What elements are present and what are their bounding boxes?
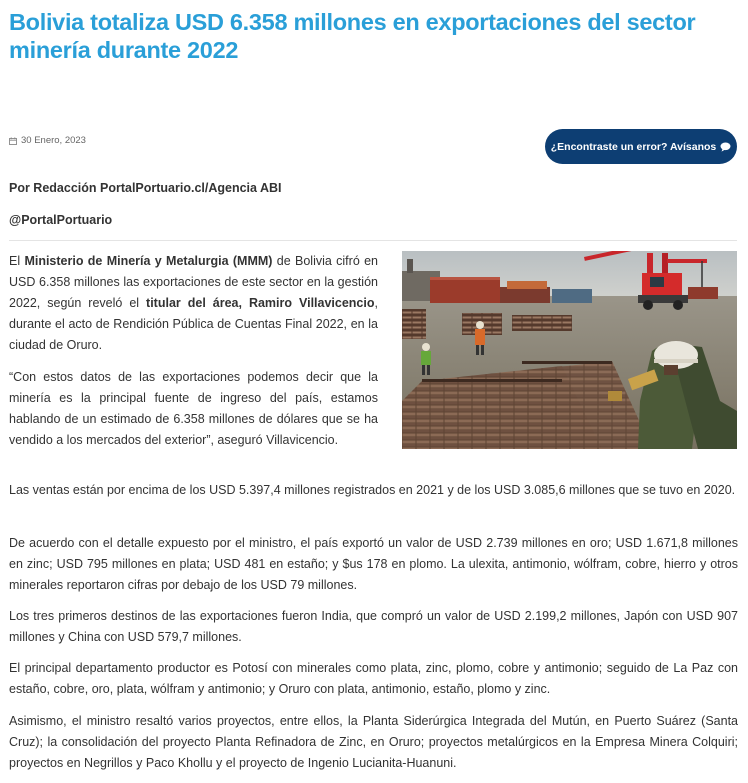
article-byline: Por Redacción PortalPortuario.cl/Agencia ABI bbox=[9, 181, 282, 195]
paragraph-2: “Con estos datos de las exportaciones podemos decir que la minería es la principal fuente de ingreso del país, estamos hablando de un estimado de 6.358 millones de dólares que se ha vendido a los mercados del exterior”, aseguró Villavicencio. bbox=[9, 370, 378, 447]
paragraph-3: Las ventas están por encima de los USD 5.397,4 millones registrados en 2021 y de los USD 3.085,6 millones que se tuvo en 2020. bbox=[9, 483, 736, 497]
calendar-icon bbox=[9, 137, 17, 145]
paragraph-7: Asimismo, el ministro resaltó varios proyectos, entre ellos, la Planta Siderúrgica Integrada del Mutún, en Puerto Suárez (Santa Cruz); la consolidación del proyecto Planta Refinadora de Zinc, en Oruro; proyectos metalúrgicos en la Empresa Minera Colquiri; proyectos en Negrillos y Paco Khollu y el proyecto de Ingenio Lucianita-Huanuni. bbox=[9, 714, 738, 770]
date-text: 30 Enero, 2023 bbox=[21, 135, 86, 146]
paragraph-6: El principal departamento productor es Potosí con minerales como plata, zinc, plomo, cobre y antimonio; seguido de La Paz con estaño, cobre, oro, plata, wólfram y antimonio; y Oruro con plata, antimonio, estaño, plomo y zinc. bbox=[9, 661, 738, 696]
ministry-name: Ministerio de Minería y Metalurgia (MMM) bbox=[24, 254, 273, 268]
mining-port-photo bbox=[402, 251, 737, 449]
article-date bbox=[9, 135, 86, 146]
paragraph-5: Los tres primeros destinos de las exportaciones fueron India, que compró un valor de USD 2.199,2 millones, Japón con USD 907 millones y China con USD 579,7 millones. bbox=[9, 609, 738, 644]
paragraph-1: El Ministerio de Minería y Metalurgia (MMM) de Bolivia cifró en USD 6.358 millones las exportaciones de este sector en la gestión 2022, según reveló el titular del área, Ramiro Villavicencio, durante el acto de Rendición Pública de Cuentas Final 2022, en la ciudad de Oruro. bbox=[9, 254, 378, 352]
author-handle: @PortalPortuario bbox=[9, 213, 113, 227]
paragraph-4: De acuerdo con el detalle expuesto por el ministro, el país exportó un valor de USD 2.739 millones en oro; USD 1.671,8 millones en zinc; USD 795 millones en plata; USD 481 en estaño; y $us 178 en plomo. La ulexita, antimonio, wólfram, cobre, hierro y otros minerales reportaron cifras por debajo de los USD 79 millones. bbox=[9, 536, 738, 592]
report-error-label: ¿Encontraste un error? Avísanos bbox=[550, 140, 717, 153]
divider bbox=[9, 240, 737, 241]
chat-bubble-icon bbox=[720, 142, 731, 152]
report-error-button[interactable] bbox=[545, 129, 737, 164]
minister-name: titular del área, Ramiro Villavicencio bbox=[146, 296, 375, 310]
article-title: Bolivia totaliza USD 6.358 millones en exportaciones del sector minería durante 2022 bbox=[9, 9, 696, 63]
